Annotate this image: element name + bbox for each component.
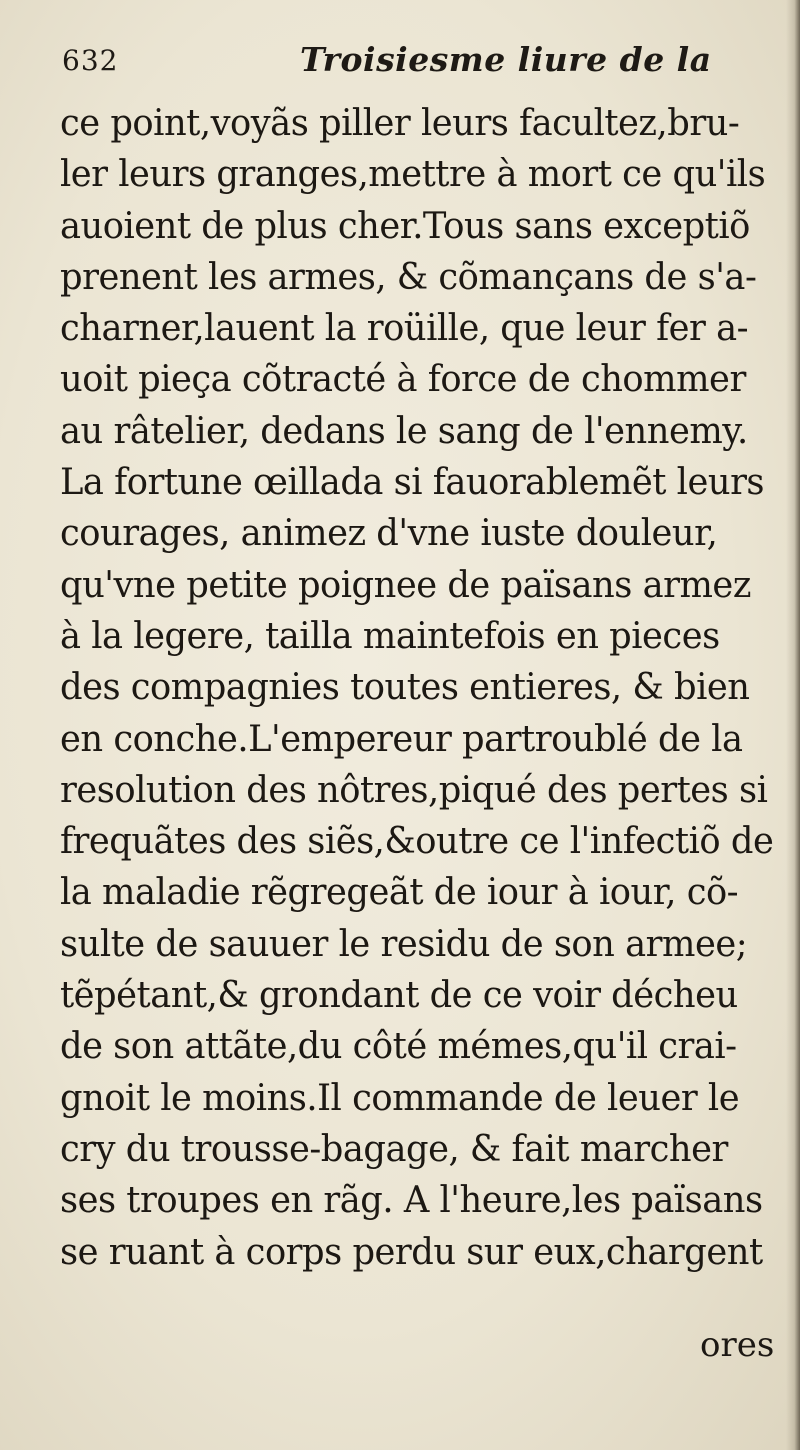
text-line: auoient de plus cher.Tous sans exceptiõ xyxy=(60,205,750,247)
text-line: des compagnies toutes entieres, & bien xyxy=(60,667,750,709)
page-number: 632 xyxy=(62,44,119,77)
text-line: resolution des nôtres,piqué des pertes si xyxy=(60,769,768,811)
text-line: en conche.L'empereur partroublé de la xyxy=(60,718,743,760)
text-line: qu'vne petite poignee de païsans armez xyxy=(60,564,751,606)
catchword: ores xyxy=(700,1325,775,1365)
text-line: de son attãte,du côté mémes,qu'il crai- xyxy=(60,1026,737,1068)
text-line: à la legere, tailla maintefois en pieces xyxy=(60,615,720,657)
text-line: courages, animez d'vne iuste douleur, xyxy=(60,513,718,555)
text-line: La fortune œillada si fauorablemẽt leurs xyxy=(60,462,765,504)
text-line: la maladie rẽgregeãt de iour à iour, cõ- xyxy=(60,872,739,914)
text-line: tẽpétant,& grondant de ce voir décheu xyxy=(60,975,738,1017)
text-line: charner,lauent la roüille, que leur fer a- xyxy=(60,308,749,350)
page-edge-shadow xyxy=(786,0,800,1450)
text-line: ses troupes en rãg. A l'heure,les païsans xyxy=(60,1180,763,1222)
text-line: sulte de sauuer le residu de son armee; xyxy=(60,923,748,965)
body-text xyxy=(60,98,790,1278)
text-line: prenent les armes, & cõmançans de s'a- xyxy=(60,256,757,298)
text-line: frequãtes des siẽs,&outre ce l'infectiõ de xyxy=(60,821,774,863)
text-line: uoit pieça cõtracté à force de chommer xyxy=(60,359,746,401)
text-line: cry du trousse-bagage, & fait marcher xyxy=(60,1128,728,1170)
text-line: gnoit le moins.Il commande de leuer le xyxy=(60,1077,740,1119)
text-line: ler leurs granges,mettre à mort ce qu'ils xyxy=(60,154,766,196)
running-head: Troisiesme liure de la xyxy=(300,40,712,79)
text-line: se ruant à corps perdu sur eux,chargent xyxy=(60,1231,763,1273)
text-line: au râtelier, dedans le sang de l'ennemy. xyxy=(60,410,748,452)
text-line: ce point,voyãs piller leurs facultez,bru- xyxy=(60,103,740,144)
